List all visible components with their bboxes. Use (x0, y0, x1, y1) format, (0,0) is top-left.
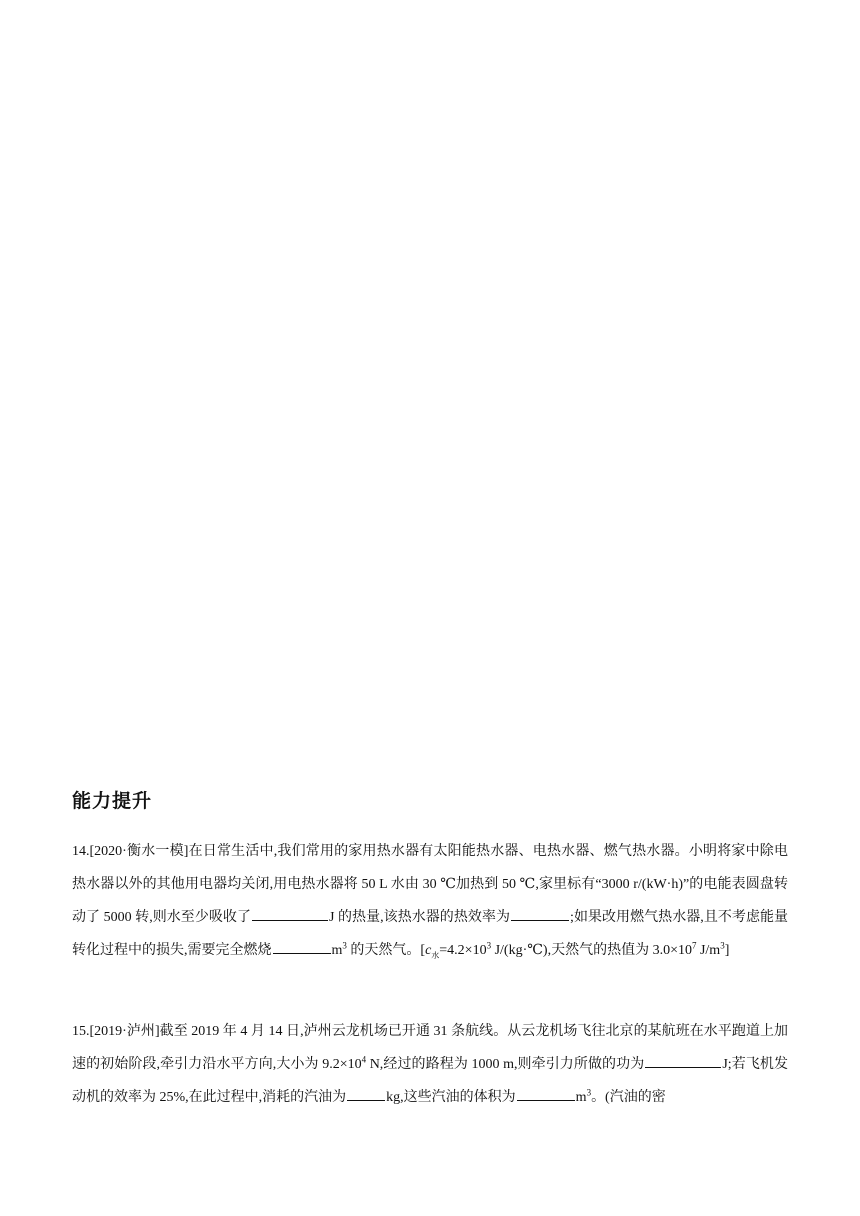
answer-blank-gas-volume[interactable] (273, 939, 331, 954)
q14-sup-4: 3 (720, 940, 725, 951)
question-14 (72, 835, 788, 967)
q15-text-1: 15.[2019·泸州]截至 2019 年 4 月 14 日,泸州云龙机场已开通 31 条航线。从云龙机场飞往北京的某航班在水平跑道上加速的初始阶段,牵引力沿水平方向,大小为 9.2×10 (72, 1024, 788, 1072)
q15-sup-2: 3 (586, 1087, 592, 1098)
q14-text-5: 的天然气。[ (346, 943, 426, 958)
q14-sup-1: 3 (342, 940, 347, 951)
q15-sup-1: 4 (361, 1054, 367, 1065)
q14-text-4: m (331, 943, 343, 958)
q15-text-4: kg,这些汽油的体积为 (386, 1090, 516, 1105)
q14-text-6: =4.2×10 (439, 943, 487, 958)
q14-text-8: J/m (696, 943, 721, 958)
q14-text-7: J/(kg·℃),天然气的热值为 3.0×10 (491, 943, 692, 958)
answer-blank-heat[interactable] (252, 906, 328, 921)
answer-blank-efficiency[interactable] (511, 906, 569, 921)
q15-text-5: m (575, 1090, 587, 1105)
q14-c-sub: 水 (431, 950, 440, 960)
section-heading: 能力提升 (72, 790, 153, 812)
q15-text-6: 。(汽油的密 (591, 1090, 666, 1105)
q15-text-2: N,经过的路程为 1000 m,则牵引力所做的功为 (366, 1057, 645, 1072)
q14-text-9: ] (724, 943, 730, 958)
q14-text-1: 14.[2020·衡水一模]在日常生活中,我们常用的家用热水器有太阳能热水器、电热水器、燃气热水器。小明将家中除电热水器以外的其他用电器均关闭,用电热水器将 50 L 水由 30 ℃加热到 50 ℃,家里标有“3000 r/(kW·h)”的电能表圆盘转动了 5000 转,则水至少吸收了 (72, 844, 788, 925)
q14-text-2: J 的热量,该热水器的热效率为 (329, 910, 511, 925)
q14-sup-3: 7 (691, 940, 697, 951)
answer-blank-work[interactable] (645, 1053, 721, 1068)
answer-blank-fuel-volume[interactable] (517, 1086, 575, 1101)
q14-c-symbol: c (425, 943, 432, 958)
q14-text-3: ;如果改用燃气热水器,且不考虑能量转化过程中的损失,需要完全燃烧 (72, 910, 789, 958)
answer-blank-fuel-mass[interactable] (347, 1086, 385, 1101)
question-15 (72, 1015, 788, 1114)
q15-text-3: J;若飞机发动机的效率为 25%,在此过程中,消耗的汽油为 (72, 1057, 789, 1105)
q14-sup-2: 3 (486, 940, 492, 951)
